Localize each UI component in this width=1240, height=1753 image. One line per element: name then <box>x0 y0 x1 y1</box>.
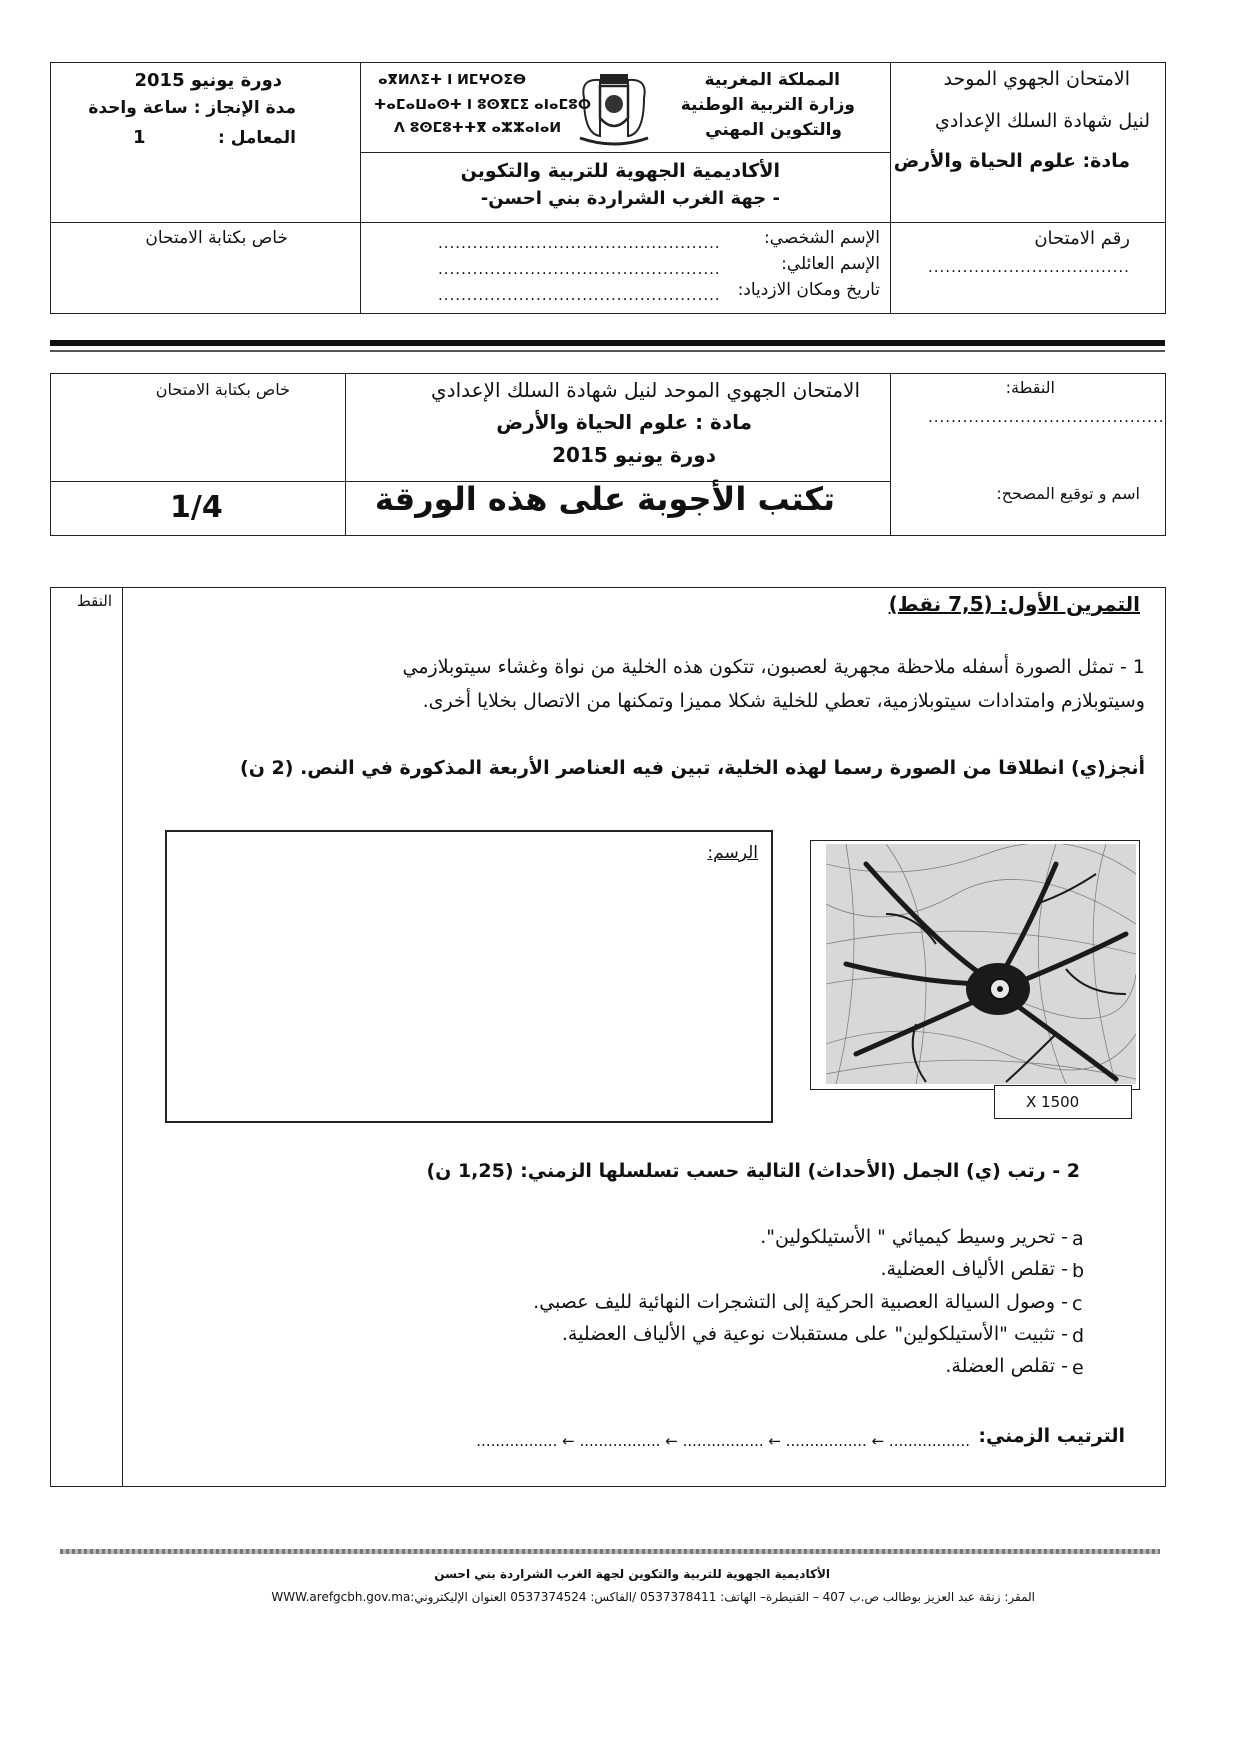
answer-instruction: تكتب الأجوبة على هذه الورقة <box>374 480 835 518</box>
last-name-label: الإسم العائلي: <box>781 254 880 274</box>
neuron-micrograph-image <box>826 844 1136 1084</box>
birth-label: تاريخ ومكان الازدياد: <box>737 280 880 300</box>
birth-field[interactable]: ................................................. <box>438 286 721 304</box>
q1-text-line-2: وسيتوبلازم وامتدادات سيتوبلازمية، تعطي للخلية شكلا مميزا وتمكنها من الاتصال بخلايا أخرى. <box>422 690 1145 712</box>
coefficient-label: المعامل : <box>217 128 296 148</box>
second-title-2: مادة : علوم الحياة والأرض <box>496 410 752 434</box>
item-text-a: - تحرير وسيط كيميائي " الأستيلكولين". <box>760 1226 1068 1248</box>
order-answer-chain[interactable]: ................. ← ................. ← ................. ← ................. ← ................. <box>476 1432 970 1450</box>
grade-label: النقطة: <box>1005 378 1055 397</box>
ministry-line-2: وزارة التربية الوطنية <box>680 95 855 115</box>
drawing-label: الرسم: <box>707 843 758 863</box>
footer-line-1: الأكاديمية الجهوية للتربية والتكوين لجهة الغرب الشراردة بني احسن <box>434 1567 830 1581</box>
second-exam-admin-label: خاص بكتابة الامتحان <box>155 380 290 399</box>
item-letter-e: e <box>1072 1357 1084 1379</box>
order-label: الترتيب الزمني: <box>978 1425 1125 1447</box>
left-title-2: لنيل شهادة السلك الإعدادي <box>934 110 1150 132</box>
item-letter-b: b <box>1072 1260 1085 1282</box>
academy-line-2: - جهة الغرب الشراردة بني احسن- <box>480 188 780 209</box>
session-label: دورة يونيو 2015 <box>134 70 282 91</box>
page-number: 1/4 <box>170 490 223 525</box>
second-title-3: دورة يونيو 2015 <box>552 443 716 467</box>
first-name-label: الإسم الشخصي: <box>763 228 880 248</box>
ministry-line-3: والتكوين المهني <box>705 120 842 140</box>
tifinagh-line-3: ⴷ ⵓⵙⵎⵓⵜⵜⴳ ⴰⵣⵣⴰⵏⴰⵍ <box>394 120 562 136</box>
last-name-field[interactable]: ................................................. <box>438 260 721 278</box>
exam-number-label: رقم الامتحان <box>1034 228 1130 249</box>
item-text-c: - وصول السيالة العصبية الحركية إلى التشجرات النهائية لليف عصبي. <box>533 1291 1068 1313</box>
drawing-answer-box[interactable] <box>165 830 773 1123</box>
tifinagh-line-2: ⵜⴰⵎⴰⵡⴰⵙⵜ ⵏ ⵓⵙⴳⵎⵉ ⴰⵏⴰⵎⵓⵔ <box>374 97 591 113</box>
separator-rule <box>50 340 1165 346</box>
item-text-b: - تقلص الألياف العضلية. <box>880 1258 1068 1280</box>
grade-field[interactable]: ......................................... <box>928 408 1165 426</box>
q1-instruction: أنجز(ي) انطلاقا من الصورة رسما لهذه الخلية، تبين فيه العناصر الأربعة المذكورة في النص. (2 ن) <box>240 757 1145 779</box>
coefficient-value: 1 <box>133 127 146 148</box>
exam-admin-label: خاص بكتابة الامتحان <box>145 228 288 248</box>
academy-line-1: الأكاديمية الجهوية للتربية والتكوين <box>460 160 780 182</box>
first-name-field[interactable]: ................................................. <box>438 234 721 252</box>
footer-rule <box>60 1549 1160 1554</box>
second-title-1: الامتحان الجهوي الموحد لنيل شهادة السلك الإعدادي <box>431 378 860 402</box>
item-text-d: - تثبيت "الأستيلكولين" على مستقبلات نوعية في الألياف العضلية. <box>561 1323 1068 1345</box>
q2-title: 2 - رتب (ي) الجمل (الأحداث) التالية حسب تسلسلها الزمني: (1,25 ن) <box>426 1160 1080 1182</box>
item-letter-d: d <box>1072 1325 1085 1347</box>
footer-line-2: المقر: زنقة عبد العزيز بوطالب ص.ب 407 – القنيطرة– الهاتف: 0537378411 /الفاكس: 0537374524 العنوان الإليكتروني:WWW.arefgcbh.gov.ma <box>271 1590 1035 1604</box>
subject-label: مادة: علوم الحياة والأرض <box>893 150 1130 172</box>
exercise-title: التمرين الأول: (7,5 نقط) <box>888 592 1140 616</box>
exam-number-field[interactable]: ................................... <box>928 258 1130 276</box>
points-column-label: النقط <box>76 592 112 610</box>
item-text-e: - تقلص العضلة. <box>945 1355 1068 1377</box>
left-title-1: الامتحان الجهوي الموحد <box>943 68 1130 90</box>
ministry-line-1: المملكة المغربية <box>704 70 840 90</box>
magnification-label: X 1500 <box>1026 1093 1080 1111</box>
q1-text-line-1: 1 - تمثل الصورة أسفله ملاحظة مجهرية لعصبون، تتكون هذه الخلية من نواة وغشاء سيتوبلازمي <box>402 656 1145 678</box>
item-letter-c: c <box>1072 1293 1083 1315</box>
duration-label: مدة الإنجاز : ساعة واحدة <box>88 98 296 118</box>
tifinagh-line-1: ⴰⴳⵍⴷⵉⵜ ⵏ ⵍⵎⵖⵔⵉⴱ <box>378 72 527 88</box>
corrector-label: اسم و توقيع المصحح: <box>996 484 1140 503</box>
item-letter-a: a <box>1072 1228 1084 1250</box>
